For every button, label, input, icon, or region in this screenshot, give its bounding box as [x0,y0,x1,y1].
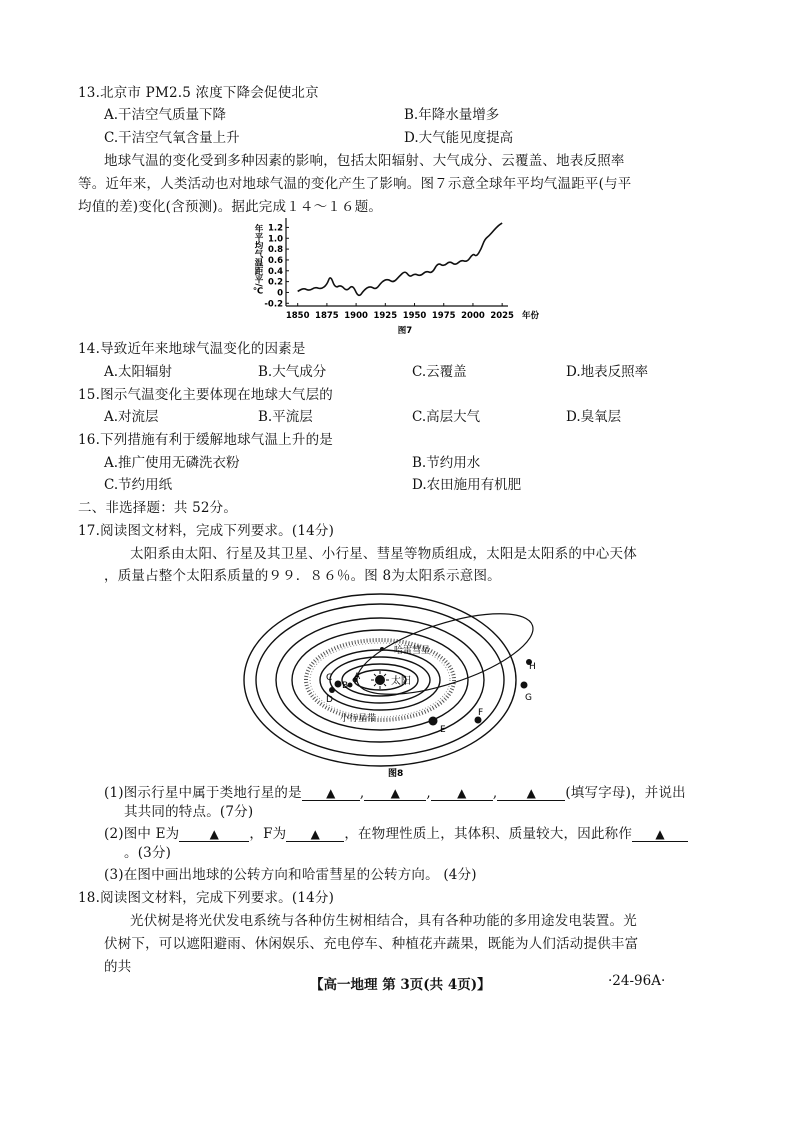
sun-icon [371,671,389,689]
q16-option-d: D.农田施用有机肥 [412,477,522,493]
chart-x-tick-label: 1950 [402,311,427,321]
chart-y-axis-label: 年平均气温距平/℃ [253,224,263,297]
q17-sub1-line2: 其共同的特点。(7分) [124,804,254,820]
page-footer-code: ·24-96A· [608,973,666,989]
q14-option-c: C.云覆盖 [412,364,467,380]
q17-sub1-line1: (1)图示行星中属于类地行星的是 ▲ , ▲ , ▲ , ▲ (填写字母)，并说出 [104,785,686,801]
q16-option-c: C.节约用纸 [104,477,173,493]
chart-y-tick-label: 0.6 [267,255,283,266]
planet-label-d: D [326,695,333,705]
passage1-line2: 等。近年来，人类活动也对地球气温的变化产生了影响。图７示意全球年平均气温距平(与平 [78,176,632,192]
chart-x-tick-label: 1975 [431,311,456,321]
answer-blank-6[interactable]: ▲ [286,827,344,842]
q15-stem: 15.图示气温变化主要体现在地球大气层的 [78,387,333,403]
q18-stem: 18.阅读图文材料，完成下列要求。(14分) [78,890,335,906]
chart-y-tick-label: 0.8 [267,245,283,256]
q15-option-a: A.对流层 [104,409,159,425]
planet-label-h: H [529,662,536,672]
q17-stem: 17.阅读图文材料，完成下列要求。(14分) [78,523,335,539]
section2-heading: 二、非选择题：共 52分。 [78,500,238,516]
planet-label-f: F [478,708,484,718]
halley-comet [380,647,384,651]
q15-option-c: C.高层大气 [412,409,481,425]
q17-sub2-line1: (2)图中 E为 ▲ ，F为 ▲ ，在物理性质上，其体积、质量较大，因此称作 ▲ [104,825,688,843]
chart-x-tick-label: 2000 [461,311,485,321]
q13-option-a: A.干洁空气质量下降 [104,107,227,123]
q14-option-a: A.太阳辐射 [104,364,173,380]
figure8-solar-system [240,590,570,780]
planet-e [429,717,438,726]
q13-stem: 13.北京市 PM2.5 浓度下降会促使北京 [78,85,319,101]
q16-stem: 16.下列措施有利于缓解地球气温上升的是 [78,432,333,448]
answer-blank-4[interactable]: ▲ [497,786,565,801]
q17-passage-line1: 太阳系由太阳、行星及其卫星、小行星、彗星等物质组成，太阳是太阳系的中心天体 [130,546,637,562]
q14-option-d: D.地表反照率 [566,364,649,380]
q18-passage-line2: 伏树下，可以遮阳避雨、休闲娱乐、充电停车、种植花卉蔬果，既能为人们活动提供丰富 [104,936,639,952]
q15-option-d: D.臭氧层 [566,409,622,425]
planet-d [329,687,335,693]
answer-blank-3[interactable]: ▲ [431,786,493,801]
sun-label: 太阳 [391,676,411,687]
answer-blank-7[interactable]: ▲ [632,827,688,842]
planet-c [335,681,342,688]
q18-passage-line1: 光伏树是将光伏发电系统与各种仿生树相结合，具有各种功能的多用途发电装置。光 [130,913,637,929]
chart-x-tick-label: 1875 [315,311,339,321]
planet-label-e: E [440,725,446,735]
chart-y-tick-label: 1.0 [267,234,283,245]
q13-option-d: D.大气能见度提高 [404,130,514,146]
chart-y-tick-label: -0.2 [264,299,283,310]
q17-passage-line2: ，质量占整个太阳系质量的９９．８６％。图 8为太阳系示意图。 [104,568,501,584]
planet-label-g: G [525,693,532,703]
passage1-line1: 地球气温的变化受到多种因素的影响，包括太阳辐射、大气成分、云覆盖、地表反照率 [104,153,625,169]
chart-y-tick-label: 0.2 [267,277,283,288]
planet-b [348,683,353,688]
planet-g [521,682,528,689]
figure7-chart [240,214,560,338]
page-footer-title: 【高一地理 第 3页(共 4页)】 [310,977,491,993]
chart-x-tick-label: 1850 [285,311,310,321]
halley-comet-orbit [348,597,542,711]
chart-x-tick-label: 1900 [344,311,368,321]
chart-series-line [298,223,502,295]
chart-y-tick-label: 0.4 [267,266,283,277]
q14-option-b: B.大气成分 [258,364,327,380]
chart-x-tick-label: 2025 [490,311,514,321]
chart-y-tick-label: 1.2 [267,223,283,234]
figure7-caption: 图7 [397,326,413,336]
answer-blank-2[interactable]: ▲ [364,786,426,801]
q18-passage-line3: 的共 [104,959,132,975]
q16-option-a: A.推广使用无磷洗衣粉 [104,455,240,471]
figure8-caption: 图8 [388,769,404,779]
answer-blank-1[interactable]: ▲ [302,786,360,801]
planet-label-b: B [342,681,349,691]
q17-sub2-line2: 。(3分) [124,845,172,861]
planet-label-a: A [354,672,361,682]
chart-x-tick-label: 1925 [373,311,398,321]
q17-sub3: (3)在图中画出地球的公转方向和哈雷彗星的公转方向。 (4分) [104,867,477,883]
planet-label-c: C [326,673,333,683]
q16-option-b: B.节约用水 [412,455,481,471]
chart-x-axis-label: 年份 [522,311,540,321]
q14-stem: 14.导致近年来地球气温变化的因素是 [78,341,306,357]
q13-option-b: B.年降水量增多 [404,107,500,123]
q15-option-b: B.平流层 [258,409,313,425]
q13-option-c: C.干洁空气氧含量上升 [104,130,240,146]
chart-y-tick-label: 0 [277,288,283,299]
answer-blank-5[interactable]: ▲ [179,827,249,842]
passage1-line3: 均值的差)变化(含预测)。据此完成１４～１６题。 [78,199,383,215]
asteroid-belt-label: 小行星带 [340,714,377,724]
comet-label: 哈雷彗星 [394,646,431,656]
